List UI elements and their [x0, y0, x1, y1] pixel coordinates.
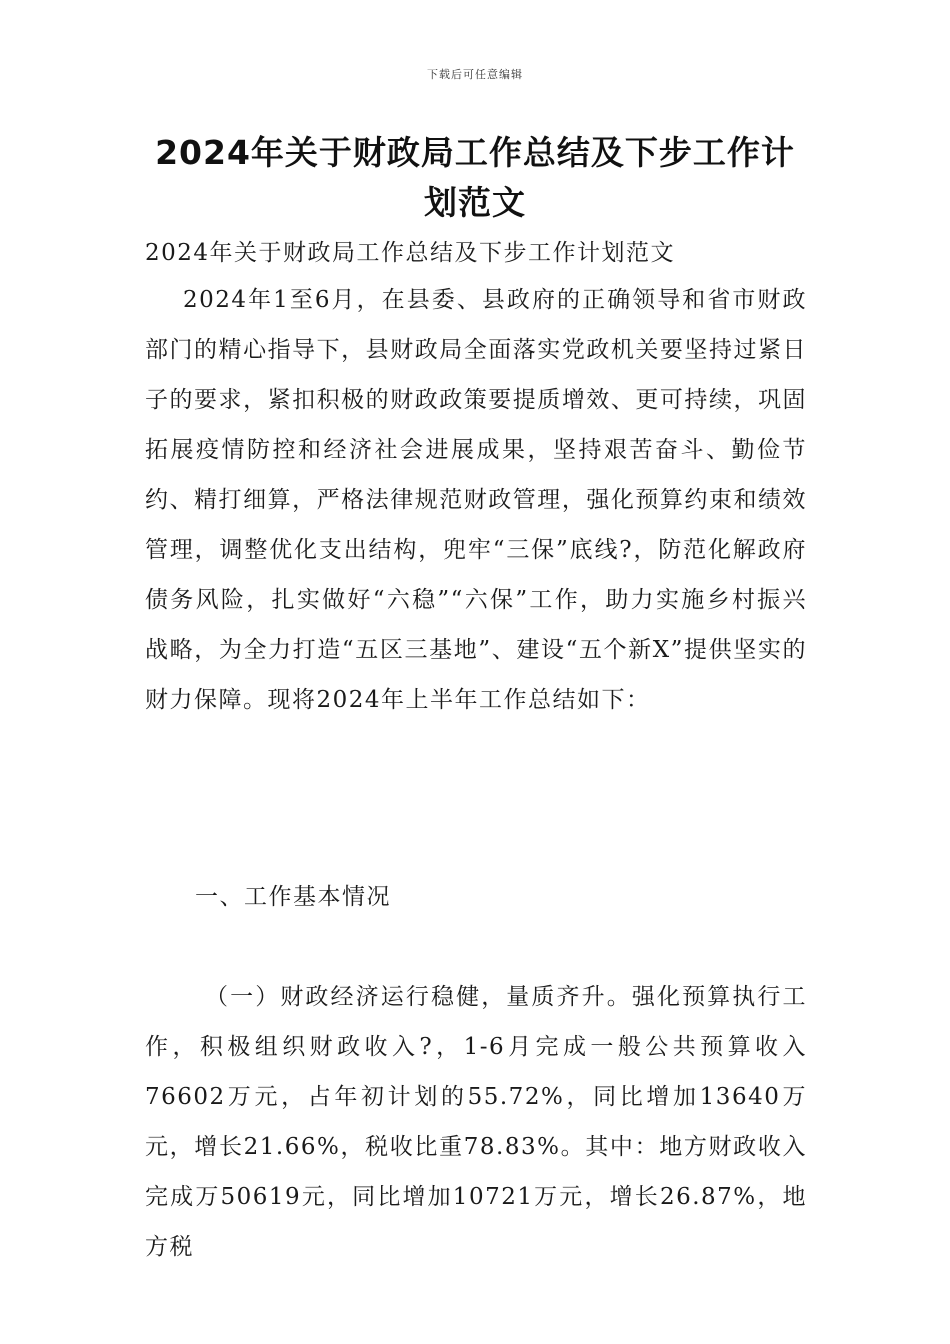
document-subtitle: 2024年关于财政局工作总结及下步工作计划范文	[145, 240, 676, 266]
intro-paragraph: 2024年1至6月，在县委、县政府的正确领导和省市财政部门的精心指导下，县财政局全面落实党政机关要坚持过紧日子的要求，紧扣积极的财政政策要提质增效、更可持续，巩固拓展疫情防控和经济社会进展成果，坚持艰苦奋斗、勤俭节约、精打细算，严格法律规范财政管理，强化预算约束和绩效管理，调整优化支出结构，兜牢“三保”底线?，防范化解政府债务风险，扎实做好“六稳”“六保”工作，助力实施乡村振兴战略，为全力打造“五区三基地”、建设“五个新X”提供坚实的财力保障。现将2024年上半年工作总结如下：	[145, 287, 807, 713]
document-title: 2024年关于财政局工作总结及下步工作计划范文	[155, 133, 795, 222]
header-note: 下载后可任意编辑	[427, 68, 523, 81]
paragraph-one: （一）财政经济运行稳健，量质齐升。强化预算执行工作，积极组织财政收入?，1-6月完成一般公共预算收入76602万元，占年初计划的55.72%，同比增加13640万元，增长21.66%，税收比重78.83%。其中：地方财政收入完成万50619元，同比增加10721万元，增长26.87%，地方税	[145, 984, 807, 1260]
section-heading: 一、工作基本情况	[195, 884, 391, 910]
